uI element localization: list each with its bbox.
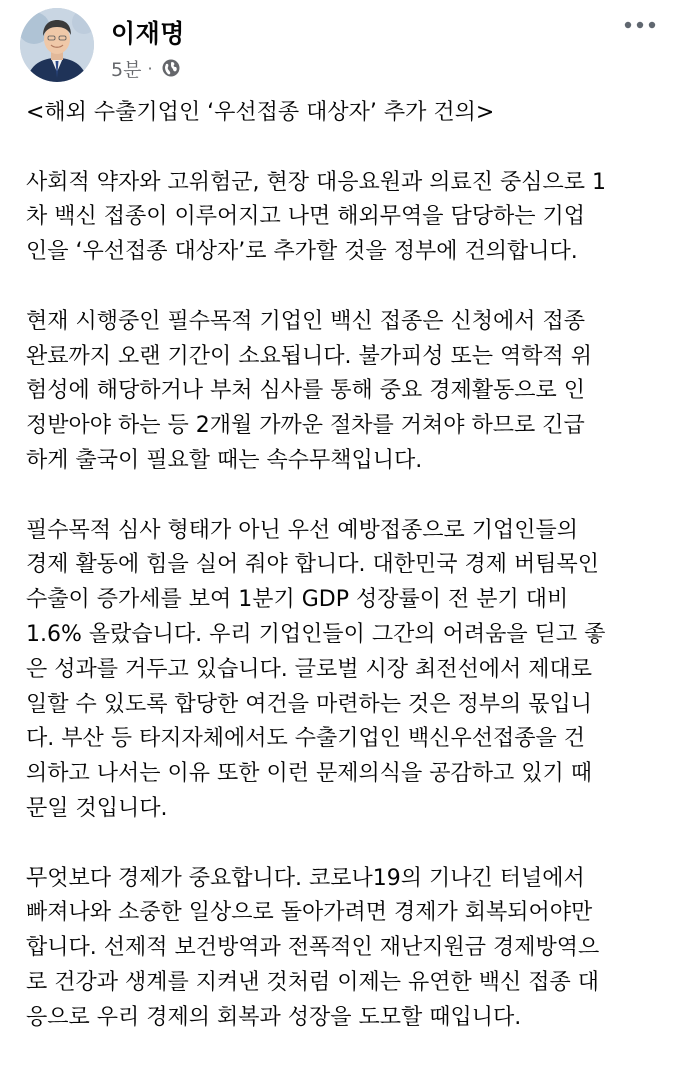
avatar[interactable] (20, 8, 94, 82)
post-paragraph: 사회적 약자와 고위험군, 현장 대응요원과 의료진 중심으로 1 차 백신 접종이 이루어지고 나면 해외무역을 담당하는 기업 인을 ‘우선접종 대상자’로 추가할 것을 정부에 건의합니다. (26, 169, 606, 265)
post-meta (111, 55, 181, 81)
profile-photo (20, 8, 94, 82)
globe-icon (161, 58, 181, 78)
more-options-button[interactable] (620, 10, 660, 40)
more-dots-icon (624, 21, 656, 29)
post-paragraph: 필수목적 심사 형태가 아닌 우선 예방접종으로 기업인들의 경제 활동에 힘을 실어 줘야 합니다. 대한민국 경제 버팀목인 수출이 증가세를 보여 1분기 GDP 성장률이 전 분기 대비 1.6% 올랐습니다. 우리 기업인들이 그간의 어려움을 딛고 좋 은 성과를 거두고 있습니다. 글로벌 시장 최전선에서 제대로 일할 수 있도록 합당한 여건을 마련하는 것은 정부의 몫입니 다. 부산 등 타지자체에서도 수출기업인 백신우선접종을 건 의하고 나서는 이유 또한 이런 문제의식을 공감하고 있기 때 문일 것입니다. (26, 517, 606, 821)
meta-separator: · (147, 58, 153, 78)
post-title: <해외 수출기업인 ‘우선접종 대상자’ 추가 건의> (26, 100, 495, 125)
post-paragraph: 현재 시행중인 필수목적 기업인 백신 접종은 신청에서 접종 완료까지 오랜 기간이 소요됩니다. 불가피성 또는 역학적 위 험성에 해당하거나 부처 심사를 통해 중요 경제활동으로 인 정받아야 하는 등 2개월 가까운 절차를 거쳐야 하므로 긴급 하게 출국이 필요할 때는 속수무책입니다. (26, 308, 592, 473)
post-paragraph: 무엇보다 경제가 중요합니다. 코로나19의 기나긴 터널에서 빠져나와 소중한 일상으로 돌아가려면 경제가 회복되어야만 합니다. 선제적 보건방역과 전폭적인 재난지원금 경제방역으 로 건강과 생계를 지켜낸 것처럼 이제는 유연한 백신 접종 대 응으로 우리 경제의 회복과 성장을 도모할 때입니다. (26, 865, 600, 1030)
post-time[interactable]: 5분 (111, 58, 142, 81)
author-name[interactable]: 이재명 (111, 19, 185, 48)
post-header (0, 0, 680, 92)
post-body (26, 96, 666, 1070)
